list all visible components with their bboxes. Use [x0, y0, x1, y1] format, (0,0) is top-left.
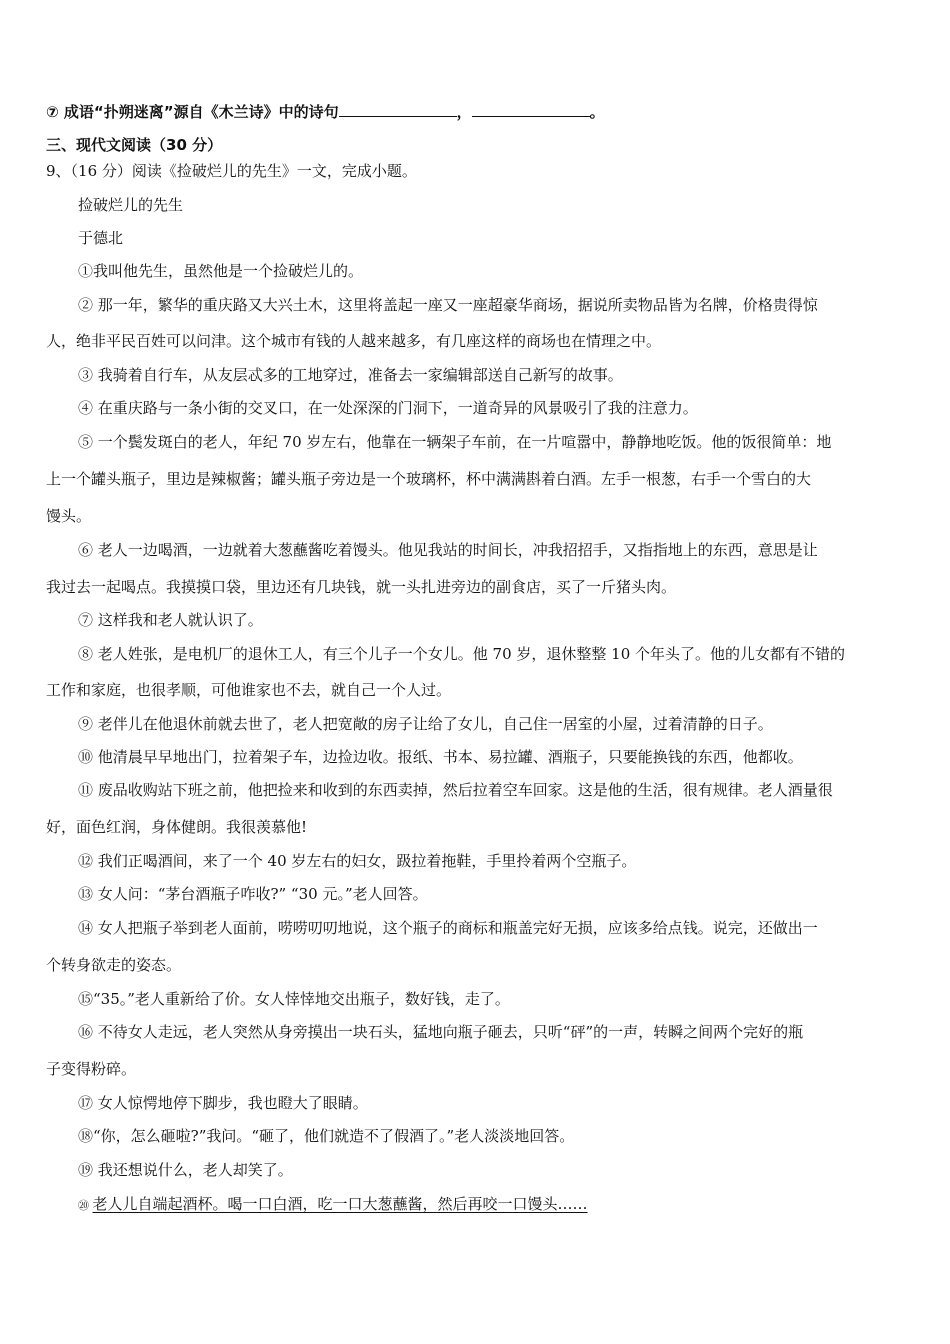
paragraph-11-line-2: 好，面色红润，身体健朗。我很羡慕他! — [46, 818, 308, 836]
question-7-end: 。 — [589, 103, 605, 121]
question-7-text: ⑦ 成语“扑朔迷离”源自《木兰诗》中的诗句 — [46, 103, 339, 121]
answer-blank-2[interactable] — [472, 102, 590, 117]
article-author: 于德北 — [78, 229, 124, 247]
paragraph-12: ⑫ 我们正喝酒间，来了一个 40 岁左右的妇女，趿拉着拖鞋，手里拎着两个空瓶子。 — [78, 852, 637, 870]
paragraph-5-line-2: 上一个罐头瓶子，里边是辣椒酱；罐头瓶子旁边是一个玻璃杯，杯中满满斟着白酒。左手一根葱，右手一个雪白的大 — [46, 470, 812, 488]
paragraph-17: ⑰ 女人惊愕地停下脚步，我也瞪大了眼睛。 — [78, 1094, 368, 1112]
paragraph-19: ⑲ 我还想说什么，老人却笑了。 — [78, 1161, 293, 1179]
paragraph-6-line-2: 我过去一起喝点。我摸摸口袋，里边还有几块钱，就一头扎进旁边的副食店，买了一斤猪头肉。 — [46, 578, 677, 596]
paragraph-20 — [78, 1193, 906, 1217]
paragraph-8-line-2: 工作和家庭，也很孝顺，可他谁家也不去，就自己一个人过。 — [46, 681, 452, 699]
paragraph-20-number: ⑳ — [78, 1199, 93, 1212]
paragraph-16-line-2: 子变得粉碎。 — [46, 1060, 137, 1078]
question-7-sep: ， — [456, 103, 472, 121]
paragraph-2-line-1: ② 那一年，繁华的重庆路又大兴土木，这里将盖起一座又一座超豪华商场，据说所卖物品皆为名牌，价格贵得惊 — [78, 296, 818, 314]
paragraph-6-line-1: ⑥ 老人一边喝酒，一边就着大葱蘸酱吃着馒头。他见我站的时间长，冲我招招手，又指指地上的东西，意思是让 — [78, 541, 818, 559]
paragraph-13: ⑬ 女人问：“茅台酒瓶子咋收?” “30 元。”老人回答。 — [78, 885, 428, 903]
paragraph-18: ⑱“你，怎么砸啦?”我问。“砸了，他们就造不了假酒了。”老人淡淡地回答。 — [78, 1127, 575, 1145]
paragraph-16-line-1: ⑯ 不待女人走远，老人突然从身旁摸出一块石头，猛地向瓶子砸去，只听“砰”的一声，转瞬之间两个完好的瓶 — [78, 1023, 804, 1041]
paragraph-9: ⑨ 老伴儿在他退休前就去世了，老人把宽敞的房子让给了女儿，自己住一居室的小屋，过着清静的日子。 — [78, 715, 773, 733]
paragraph-5-line-3: 馒头。 — [46, 507, 92, 525]
answer-blank-1[interactable] — [339, 102, 457, 117]
paragraph-5-line-1: ⑤ 一个鬓发斑白的老人，年纪 70 岁左右，他靠在一辆架子车前，在一片喧嚣中，静静地吃饭。他的饭很简单：地 — [78, 433, 832, 451]
paragraph-15: ⑮“35。”老人重新给了价。女人悻悻地交出瓶子，数好钱，走了。 — [78, 990, 510, 1008]
paragraph-14-line-1: ⑭ 女人把瓶子举到老人面前，唠唠叨叨地说，这个瓶子的商标和瓶盖完好无损，应该多给点钱。说完，还做出一 — [78, 919, 818, 937]
paragraph-10: ⑩ 他清晨早早地出门，拉着架子车，边捡边收。报纸、书本、易拉罐、酒瓶子，只要能换钱的东西，他都收。 — [78, 748, 803, 766]
article-title: 捡破烂儿的先生 — [78, 196, 184, 214]
question-9-prompt: 9、（16 分）阅读《捡破烂儿的先生》一文，完成小题。 — [46, 162, 417, 180]
paragraph-20-text: 老人儿自端起酒杯。喝一口白酒，吃一口大葱蘸酱，然后再咬一口馒头…… — [92, 1195, 588, 1213]
paragraph-8-line-1: ⑧ 老人姓张，是电机厂的退休工人，有三个儿子一个女儿。他 70 岁，退休整整 10 个年头了。他的儿女都有不错的 — [78, 645, 846, 663]
paragraph-11-line-1: ⑪ 废品收购站下班之前，他把捡来和收到的东西卖掉，然后拉着空车回家。这是他的生活，很有规律。老人酒量很 — [78, 781, 833, 799]
paragraph-14-line-2: 个转身欲走的姿态。 — [46, 956, 182, 974]
paragraph-4: ④ 在重庆路与一条小街的交叉口，在一处深深的门洞下，一道奇异的风景吸引了我的注意力。 — [78, 399, 698, 417]
section-3-title: 三、现代文阅读（30 分） — [46, 136, 223, 154]
paragraph-2-line-2: 人，绝非平民百姓可以问津。这个城市有钱的人越来越多，有几座这样的商场也在情理之中。 — [46, 332, 662, 350]
question-7 — [46, 101, 906, 123]
paragraph-3: ③ 我骑着自行车，从友层忒多的工地穿过，准备去一家编辑部送自己新写的故事。 — [78, 366, 623, 384]
paragraph-1: ①我叫他先生，虽然他是一个捡破烂儿的。 — [78, 262, 364, 280]
paragraph-7: ⑦ 这样我和老人就认识了。 — [78, 611, 263, 629]
